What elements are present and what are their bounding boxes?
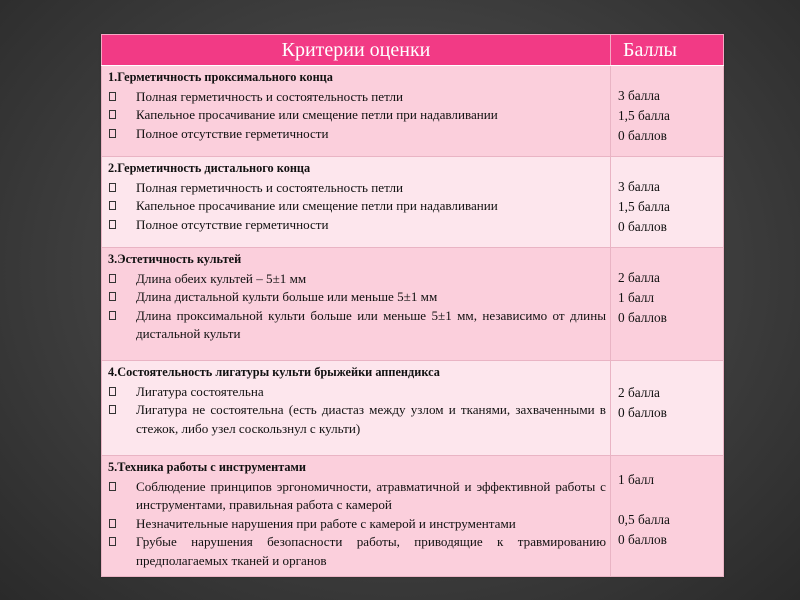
item-text: Длина дистальной культи больше или меньше 5±1 мм <box>136 289 438 304</box>
criterion-cell <box>102 157 611 248</box>
bullet-box-icon <box>109 387 116 396</box>
list-item <box>108 533 606 570</box>
bullet-box-icon <box>109 537 116 546</box>
table-row <box>102 66 724 157</box>
header-score: Баллы <box>611 35 724 66</box>
score-value: 3 балла <box>618 88 660 103</box>
item-text: Полная герметичность и состоятельность петли <box>136 179 404 195</box>
bullet-box-icon <box>109 92 116 101</box>
list-item <box>108 270 606 289</box>
criterion-cell <box>102 248 611 361</box>
list-item <box>108 216 606 235</box>
item-text: Незначительные нарушения при работе с камерой и инструментами <box>136 515 516 531</box>
bullet-box-icon <box>109 405 116 414</box>
score-value: 1,5 балла <box>618 199 670 214</box>
list-item <box>108 125 606 144</box>
list-item <box>108 179 606 198</box>
score-value: 2 балла <box>618 385 660 400</box>
score-value: 1 балл <box>618 290 655 305</box>
list-item <box>108 288 606 307</box>
criterion-list <box>108 270 606 344</box>
score-value: 1 балл <box>618 472 655 487</box>
list-item <box>108 197 606 216</box>
score-spacer <box>618 490 719 510</box>
criterion-list <box>108 88 606 144</box>
criteria-table <box>101 34 724 577</box>
list-item <box>108 383 606 402</box>
bullet-box-icon <box>109 274 116 283</box>
bullet-box-icon <box>109 201 116 210</box>
score-value: 3 балла <box>618 179 660 194</box>
bullet-box-icon <box>109 220 116 229</box>
criterion-list <box>108 478 606 571</box>
bullet-box-icon <box>109 292 116 301</box>
bullet-box-icon <box>109 311 116 320</box>
header-criteria: Критерии оценки <box>102 35 611 66</box>
score-value: 0 баллов <box>618 219 667 234</box>
table-header-row <box>102 35 724 66</box>
list-item <box>108 307 606 344</box>
item-text: Длина проксимальной культи больше или меньше 5±1 мм, независимо от длины дистальной культи <box>136 307 606 341</box>
criterion-cell <box>102 66 611 157</box>
score-value: 0 баллов <box>618 405 667 420</box>
table-row <box>102 361 724 456</box>
criterion-title: 5.Техника работы с инструментами <box>108 460 307 474</box>
item-text: Длина обеих культей – 5±1 мм <box>136 270 307 286</box>
table-row <box>102 456 724 577</box>
item-text: Лигатура не состоятельна (есть диастаз между узлом и тканями, захваченными в стежок, либо узел соскользнул с культи) <box>136 402 606 436</box>
list-item <box>108 515 606 534</box>
criterion-cell <box>102 361 611 456</box>
score-value: 0 баллов <box>618 310 667 325</box>
criterion-list <box>108 179 606 235</box>
criterion-list <box>108 383 606 439</box>
score-cell <box>611 456 724 577</box>
item-text: Полная герметичность и состоятельность петли <box>136 88 404 104</box>
score-cell <box>611 66 724 157</box>
table-row <box>102 248 724 361</box>
bullet-box-icon <box>109 183 116 192</box>
criterion-cell <box>102 456 611 577</box>
score-value: 0 баллов <box>618 128 667 143</box>
item-text: Полное отсутствие герметичности <box>136 216 329 232</box>
list-item <box>108 106 606 125</box>
bullet-box-icon <box>109 110 116 119</box>
score-cell <box>611 248 724 361</box>
criterion-title: 3.Эстетичность культей <box>108 252 242 266</box>
item-text: Полное отсутствие герметичности <box>136 125 329 141</box>
criterion-title: 1.Герметичность проксимального конца <box>108 70 333 84</box>
bullet-box-icon <box>109 519 116 528</box>
bullet-box-icon <box>109 129 116 138</box>
list-item <box>108 478 606 515</box>
score-value: 1,5 балла <box>618 108 670 123</box>
score-cell <box>611 157 724 248</box>
item-text: Капельное просачивание или смещение петли при надавливании <box>136 107 498 122</box>
list-item <box>108 88 606 107</box>
score-value: 2 балла <box>618 270 660 285</box>
bullet-box-icon <box>109 482 116 491</box>
item-text: Капельное просачивание или смещение петли при надавливании <box>136 198 498 213</box>
list-item <box>108 401 606 438</box>
item-text: Грубые нарушения безопасности работы, приводящие к травмированию предполагаемых тканей и органов <box>136 534 606 568</box>
item-text: Лигатура состоятельна <box>136 383 264 399</box>
criterion-title: 2.Герметичность дистального конца <box>108 161 311 175</box>
score-value: 0,5 балла <box>618 512 670 527</box>
table-row <box>102 157 724 248</box>
criterion-title: 4.Состоятельность лигатуры культи брыжейки аппендикса <box>108 365 440 379</box>
item-text: Соблюдение принципов эргономичности, атравматичной и эффективной работы с инструментами, правильная работа с камерой <box>136 478 606 512</box>
score-value: 0 баллов <box>618 532 667 547</box>
score-cell <box>611 361 724 456</box>
